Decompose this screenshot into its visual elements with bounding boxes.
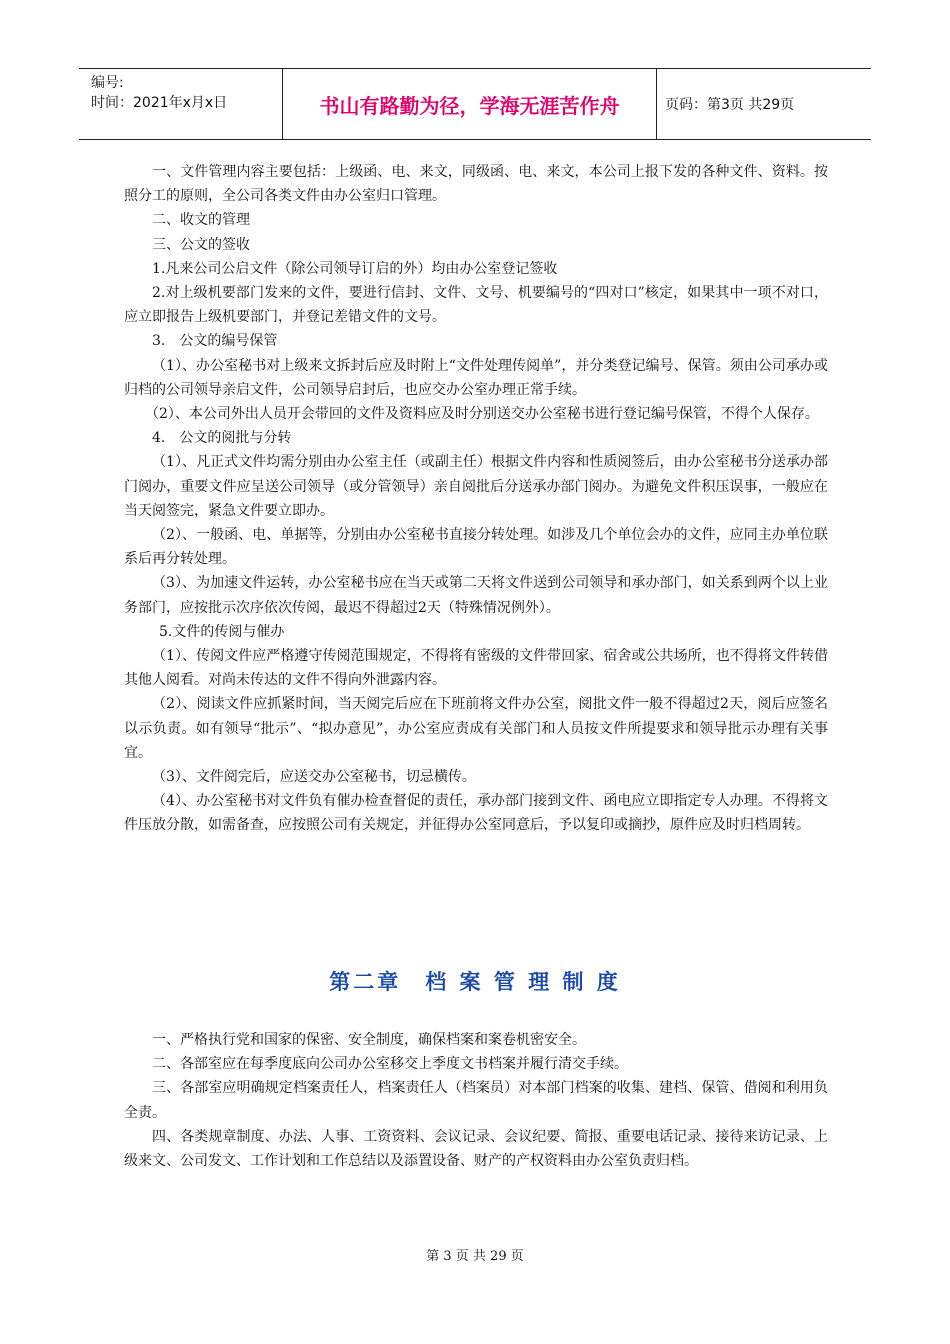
paragraph: 二、各部室应在每季度底向公司办公室移交上季度文书档案并履行清交手续。: [152, 1056, 628, 1073]
header-motto: 书山有路勤为径，学海无涯苦作舟: [283, 69, 657, 139]
paragraph: （3）、文件阅完后，应送交办公室秘书，切忌横传。: [152, 769, 476, 786]
paragraph: 2.对上级机要部门发来的文件，要进行信封、文件、文号、机要编号的“四对口”核定，如果其中一项不对口，应立即报告上级机要部门，并登记差错文件的文号。: [124, 285, 828, 326]
paragraph: （1）、办公室秘书对上级来文拆封后应及时附上“文件处理传阅单”，并分类登记编号、保管。须由公司承办或归档的公司领导亲启文件，公司领导启封后，也应交办公室办理正常手续。: [124, 357, 828, 398]
paragraph: （2）、阅读文件应抓紧时间，当天阅完后应在下班前将文件办公室，阅批文件一般不得超过2天，阅后应签名以示负责。如有领导“批示”、“拟办意见”，办公室应责成有关部门和人员按文件所提要求和领导批示办理有关事宜。: [124, 696, 828, 761]
section-archive-management: [124, 1028, 828, 1173]
paragraph: 三、公文的签收: [152, 236, 250, 253]
page-footer: 第 3 页 共 29 页: [426, 1249, 524, 1264]
paragraph: 4. 公文的阅批与分转: [152, 430, 292, 447]
paragraph: 四、各类规章制度、办法、人事、工资资料、会议记录、会议纪要、简报、重要电话记录、接待来访记录、上级来文、公司发文、工作计划和工作总结以及添置设备、财产的产权资料由办公室负责归档。: [124, 1128, 828, 1170]
section-file-management: [124, 160, 828, 838]
paragraph: 一、文件管理内容主要包括：上级函、电、来文，同级函、电、来文，本公司上报下发的各种文件、资料。按照分工的原则，全公司各类文件由办公室归口管理。: [124, 164, 828, 205]
paragraph: （2）、一般函、电、单据等，分别由办公室秘书直接分转处理。如涉及几个单位会办的文件，应同主办单位联系后再分转处理。: [124, 527, 828, 568]
paragraph: 3. 公文的编号保管: [152, 333, 278, 350]
paragraph: （1）、凡正式文件均需分别由办公室主任（或副主任）根据文件内容和性质阅签后，由办公室秘书分送承办部门阅办，重要文件应呈送公司领导（或分管领导）亲自阅批后分送承办部门阅办。为避免文件积压误事，一般应在当天阅签完，紧急文件要立即办。: [124, 454, 828, 519]
paragraph: （3）、为加速文件运转，办公室秘书应在当天或第二天将文件送到公司领导和承办部门，如关系到两个以上业务部门，应按批示次序依次传阅，最迟不得超过2天（特殊情况例外）。: [124, 575, 828, 616]
paragraph: （1）、传阅文件应严格遵守传阅范围规定，不得将有密级的文件带回家、宿舍或公共场所，也不得将文件转借其他人阅看。对尚未传达的文件不得向外泄露内容。: [124, 648, 828, 689]
paragraph: 1.凡来公司公启文件（除公司领导订启的外）均由办公室登记签收: [152, 260, 558, 277]
document-date: 时间：2021年x月x日: [91, 95, 228, 111]
paragraph: 二、收文的管理: [152, 212, 250, 229]
paragraph: 三、各部室应明确规定档案责任人，档案责任人（档案员）对本部门档案的收集、建档、保管、借阅和利用负全责。: [124, 1080, 828, 1121]
header-page-info: 页码：第3页 共29页: [665, 97, 795, 113]
page-header: [79, 68, 871, 140]
paragraph: 一、严格执行党和国家的保密、安全制度，确保档案和案卷机密安全。: [152, 1032, 586, 1048]
chapter-title: 第二章 档 案 管 理 制 度: [329, 970, 621, 994]
paragraph: （4）、办公室秘书对文件负有催办检查督促的责任，承办部门接到文件、函电应立即指定专人办理。不得将文件压放分散，如需备查，应按照公司有关规定，并征得办公室同意后，予以复印或摘抄，原件应及时归档周转。: [124, 793, 828, 834]
header-meta: [79, 69, 283, 139]
paragraph: 5.文件的传阅与催办: [159, 623, 285, 640]
paragraph: （2）、本公司外出人员开会带回的文件及资料应及时分别送交办公室秘书进行登记编号保管，不得个人保存。: [145, 406, 819, 423]
document-number-label: 编号:: [91, 75, 124, 91]
